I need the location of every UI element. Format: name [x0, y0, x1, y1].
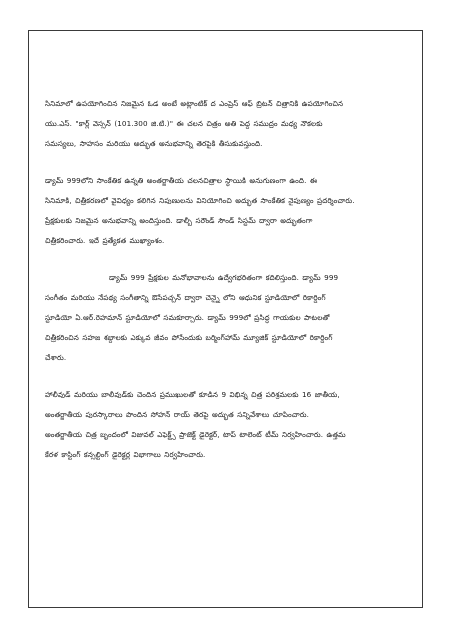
- text-line: స్టూడియో ఏ.ఆర్.రెహమాన్ స్టూడియోలో సమకూర్చారు. డ్యామ్ 999లో ప్రసిద్ధ గాయకుల పాటలతో: [45, 313, 330, 322]
- text-line: యు.ఎస్. "కార్ల్ వెస్సన్ (101.300 జి.టి.)" ఈ చలన చిత్రం అతి పెద్ద సముద్రం మధ్య నౌకలకు: [45, 119, 323, 128]
- text-line: సంగీతం మరియు నేపథ్య సంగీతాన్ని ఔసేపచ్చన్ ద్వారా చెన్నై లోని ఆధునిక స్టూడియోలో రికార్డింగ్: [45, 293, 326, 302]
- text-line: డ్యామ్ 999 ప్రేక్షకుల మనోభావాలను ఉద్వేగభరితంగా కదిలిస్తుంది. డ్యామ్ 999: [109, 273, 339, 282]
- document-body: [45, 94, 400, 482]
- paragraph-technology: [45, 171, 400, 251]
- text-line: చిత్రీకరించిన సహజ శబ్దాలకు ఎక్కువ జీవం పోసేందుకు బర్మింగ్‌హామ్ మ్యూజిక్ స్టూడియోలో రికార్డింగ్: [45, 333, 333, 342]
- text-line: సినిమాలో ఉపయోగించిన నిజమైన ఓడ అంటే అట్లాంటిక్ ద ఎంప్రెస్ ఆఫ్ బ్రిటన్ చిత్రానికి ఉపయోగించిన: [45, 99, 344, 108]
- text-line: అంతర్జాతీయ చిత్ర బృందంలో విజువల్ ఎఫెక్ట్స్ ప్రాజెక్ట్ డైరెక్టర్, టాప్ టాలెంట్ టీమ్ నిర్వహించారు. ఉత్తమ: [45, 430, 346, 439]
- text-line: చిత్రీకరించారు. ఇదే ప్రత్యేకత ముఖ్యాంశం.: [45, 236, 165, 245]
- text-line: సినిమాకి, చిత్రీకరణలో వైవిధ్యం కలిగిన నిపుణులను వినియోగించి అద్భుత సాంకేతిక నైపుణ్యం ప్రదర్శించారు.: [45, 196, 355, 205]
- text-line: కేరళ కాస్టింగ్ కన్సల్టింగ్ డైరెక్టర్ల విభాగాలు నిర్వహించారు.: [45, 450, 206, 459]
- text-line: డ్యామ్ 999లోని సాంకేతిక ఉన్నతి అంతర్జాతీయ చలనచిత్రాల స్థాయికి అనుగుణంగా ఉంది. ఈ: [45, 176, 318, 185]
- paragraph-ship: [45, 94, 400, 154]
- paragraph-music: [45, 268, 400, 368]
- text-line: హాలీవుడ్ మరియు బాలీవుడ్‌కు చెందిన ప్రముఖులతో కూడిన 9 విభిన్న చిత్ర పరిశ్రమలకు 16 జాతీయ,: [45, 390, 340, 399]
- text-line: చేశారు.: [45, 353, 67, 362]
- text-line: ప్రేక్షకులకు నిజమైన అనుభవాన్ని అందిస్తుంది. డాల్బీ సరౌండ్ సౌండ్ సిస్టమ్ ద్వారా అద్భుతంగా: [45, 216, 313, 225]
- text-line: అంతర్జాతీయ పురస్కారాలు పొందిన సోహన్ రాయ్ తెరపై అద్భుత సన్నివేశాలు చూపించారు.: [45, 410, 309, 419]
- paragraph-crew: [45, 385, 400, 465]
- text-line: సమస్యలు, సాహసం మరియు అద్భుత అనుభవాన్ని తెరపైకి తీసుకువస్తుంది.: [45, 139, 263, 148]
